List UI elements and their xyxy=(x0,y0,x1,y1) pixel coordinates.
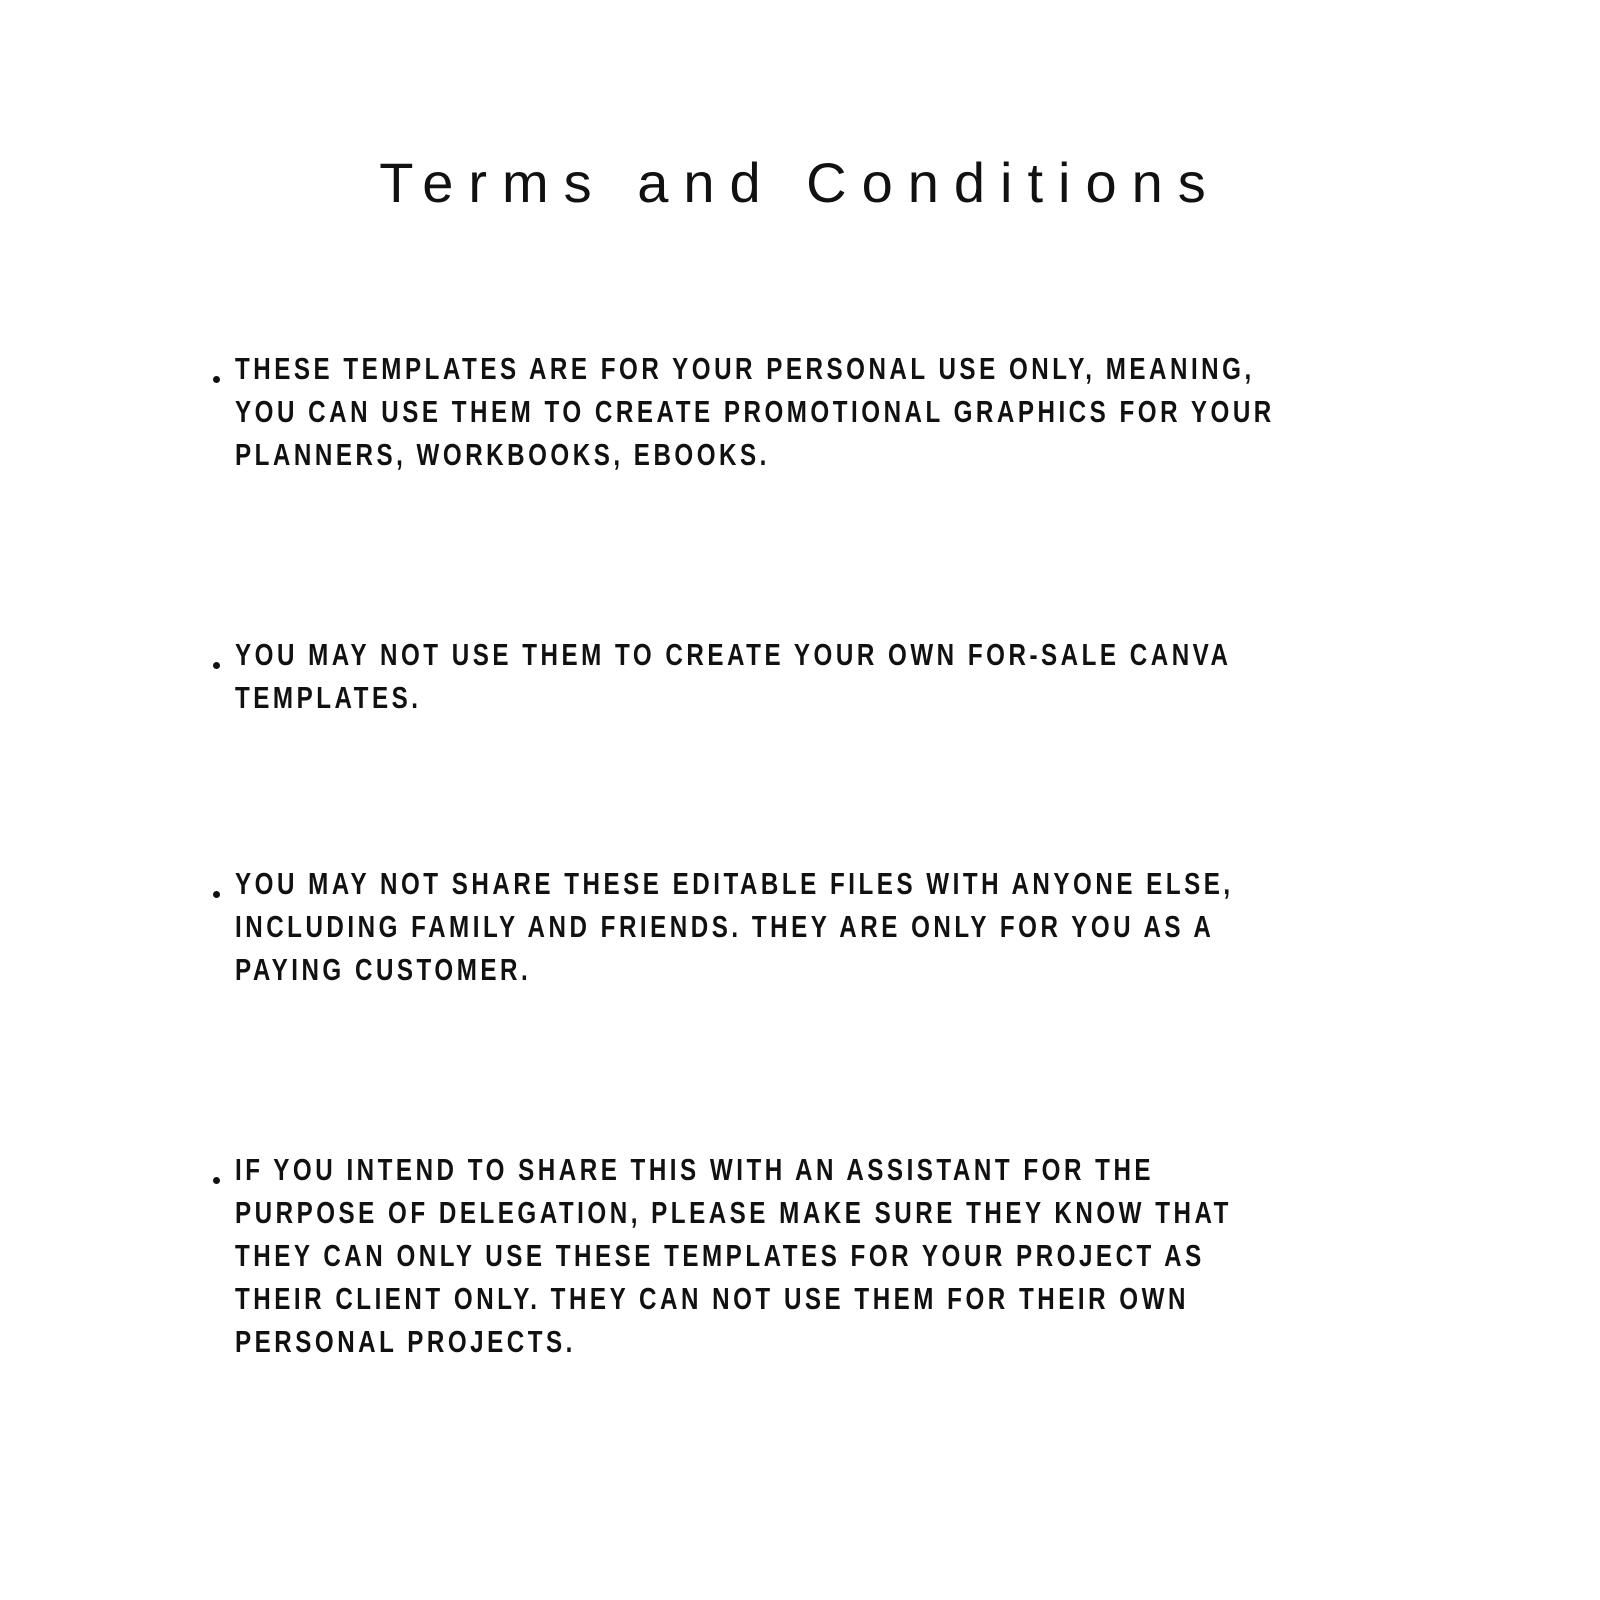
terms-line: THESE TEMPLATES ARE FOR YOUR PERSONAL USE ONLY, MEANING, xyxy=(235,351,1255,386)
terms-line: THEIR CLIENT ONLY. THEY CAN NOT USE THEM FOR THEIR OWN xyxy=(235,1281,1189,1316)
terms-line: YOU MAY NOT USE THEM TO CREATE YOUR OWN FOR-SALE CANVA xyxy=(235,637,1232,672)
terms-line: TEMPLATES. xyxy=(235,680,422,715)
terms-line: IF YOU INTEND TO SHARE THIS WITH AN ASSISTANT FOR THE xyxy=(235,1152,1155,1187)
terms-line: YOU CAN USE THEM TO CREATE PROMOTIONAL GRAPHICS FOR YOUR xyxy=(235,394,1275,429)
terms-line: INCLUDING FAMILY AND FRIENDS. THEY ARE ONLY FOR YOU AS A xyxy=(235,909,1215,944)
terms-line: PURPOSE OF DELEGATION, PLEASE MAKE SURE THEY KNOW THAT xyxy=(235,1195,1232,1230)
bullet-icon xyxy=(213,376,220,383)
terms-line: PLANNERS, WORKBOOKS, EBOOKS. xyxy=(235,437,770,472)
terms-line: THEY CAN ONLY USE THESE TEMPLATES FOR YOUR PROJECT AS xyxy=(235,1238,1205,1273)
bullet-icon xyxy=(213,891,220,898)
terms-line: PAYING CUSTOMER. xyxy=(235,952,532,987)
bullet-icon xyxy=(213,662,220,669)
terms-line: YOU MAY NOT SHARE THESE EDITABLE FILES WITH ANYONE ELSE, xyxy=(235,866,1234,901)
terms-line: PERSONAL PROJECTS. xyxy=(235,1324,576,1359)
page-title: Terms and Conditions xyxy=(379,151,1221,214)
bullet-icon xyxy=(213,1177,220,1184)
